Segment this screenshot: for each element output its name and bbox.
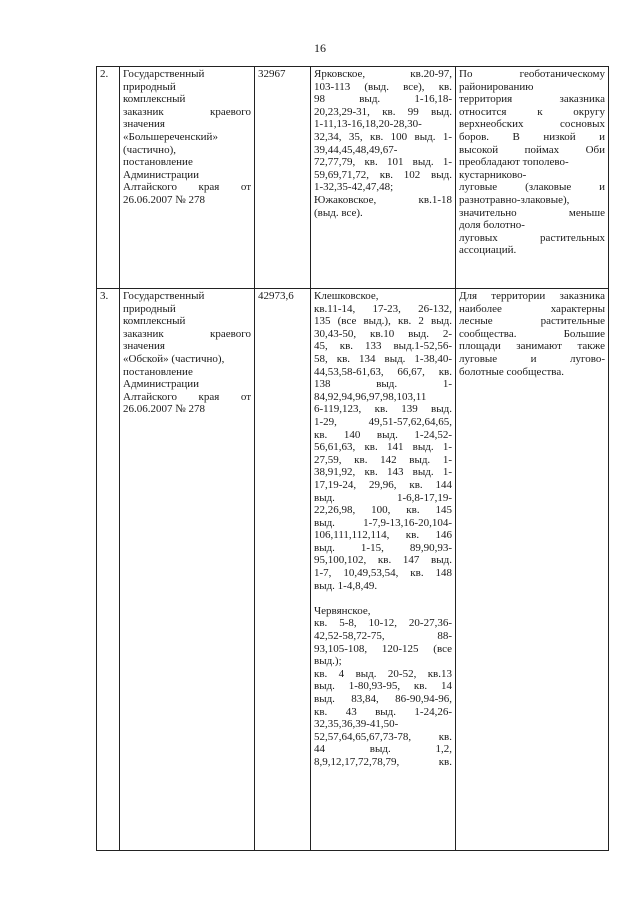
text-line: 45, кв. 133 выд.1-52,56-: [314, 340, 452, 353]
text-line: значения: [123, 118, 165, 131]
text-line: значения: [123, 340, 165, 353]
text-line: 52,57,64,65,67,73-78, кв.: [314, 730, 452, 743]
text-line: 56,61,63, кв. 141 выд. 1-: [314, 441, 452, 454]
text-line: «Обской» (частично),: [123, 352, 225, 365]
text-line: заказник краевого: [123, 327, 251, 340]
text-line: верхнеобских сосновых: [459, 118, 605, 131]
text-line: боров. В низкой и: [459, 130, 605, 143]
text-line: «Большереченский»: [123, 130, 218, 143]
text-line: 39,44,45,48,49,67-: [314, 143, 398, 156]
text-line: выд. 1-7,9-13,16-20,104-: [314, 516, 452, 529]
text-line: луговые (злаковые и: [459, 181, 605, 194]
text-line: кв. 5-8, 10-12, 20-27,36-: [314, 617, 452, 630]
cell-location: [311, 67, 456, 289]
text-line: 1-32,35-42,47,48;: [314, 181, 394, 194]
text-line: (частично),: [123, 143, 176, 156]
text-line: выд. 1-80,93-95, кв. 14: [314, 680, 452, 693]
text-line: Клешковское,: [314, 290, 379, 302]
text-line: 44,53,58-61,63, 66,67, кв.: [314, 365, 452, 378]
page-number: 16: [314, 41, 326, 55]
text-line: районированию: [459, 80, 534, 93]
text-line: 72,77,79, кв. 101 выд. 1-: [314, 156, 452, 169]
text-line: постановление: [123, 156, 193, 169]
text-line: 17,19-24, 29,96, кв. 144: [314, 478, 452, 491]
cell-description: [456, 67, 609, 289]
cell-area: 32967: [255, 67, 311, 289]
text-line: 38,91,92, кв. 143 выд. 1-: [314, 466, 452, 479]
text-line: 42,52-58,72-75, 88-: [314, 630, 452, 643]
text-line: болотные сообщества.: [459, 365, 564, 378]
text-line: наиболее характерны: [459, 302, 605, 315]
text-line: луговых растительных: [459, 231, 605, 244]
text-line: кв. 4 выд. 20-52, кв.13: [314, 667, 452, 680]
table-row: [97, 67, 609, 289]
text-line: (выд. все).: [314, 206, 363, 219]
text-line: 32,34, 35, кв. 100 выд. 1-: [314, 130, 452, 143]
text-line: комплексный: [123, 93, 186, 106]
text-line: По геоботаническому: [459, 68, 605, 80]
text-line: 135 (все выд.), кв. 2 выд.: [314, 315, 452, 328]
text-line: ассоциаций.: [459, 244, 517, 257]
text-line: Администрации: [123, 378, 200, 391]
text-line: высокой поймах Оби: [459, 143, 605, 156]
text-line: Для территории заказника: [459, 290, 605, 302]
text-line: значительно меньше: [459, 206, 605, 219]
text-line: лесные растительные: [459, 315, 605, 328]
text-line: выд. 83,84, 86-90,94-96,: [314, 693, 452, 705]
text-line: кв.11-14, 17-23, 26-132,: [314, 302, 452, 315]
text-line: 59,69,71,72, кв. 102 выд.: [314, 168, 452, 181]
text-line: 20,23,29-31, кв. 99 выд.: [314, 105, 452, 118]
text-line: 93,105-108, 120-125 (все: [314, 642, 452, 655]
text-line: 30,43-50, кв.10 выд. 2-: [314, 327, 452, 340]
text-line: 6-119,123, кв. 139 выд.: [314, 403, 452, 416]
cell-reserve-name: [120, 289, 255, 851]
text-line: кустарниково-: [459, 168, 527, 181]
cell-location: [311, 289, 456, 851]
text-line: кв. 140 выд. 1-24,52-: [314, 428, 452, 441]
text-line: 8,9,12,17,72,78,79, кв.: [314, 755, 452, 768]
text-line: доля болотно-: [459, 219, 525, 232]
cell-area: 42973,6: [255, 289, 311, 851]
text-line: луговые и лугово-: [459, 352, 605, 365]
text-line: преобладают тополево-: [459, 156, 569, 169]
text-line: 1-29, 49,51-57,62,64,65,: [314, 415, 452, 428]
text-line: выд. 1-6,8-17,19-: [314, 491, 452, 504]
text-line: Администрации: [123, 168, 200, 181]
text-line: природный: [123, 302, 176, 315]
text-line: 103-113 (выд. все), кв.: [314, 80, 452, 93]
text-line: разнотравно-злаковые),: [459, 193, 570, 206]
cell-row-number: 3.: [97, 289, 120, 851]
text-line: кв. 43 выд. 1-24,26-: [314, 705, 452, 718]
text-line: 106,111,112,114, кв. 146: [314, 529, 452, 542]
cell-description: [456, 289, 609, 851]
text-line: Алтайского края от: [123, 390, 251, 403]
text-line: [314, 592, 452, 605]
text-line: 95,100,102, кв. 147 выд.: [314, 554, 452, 567]
table-row: [97, 289, 609, 851]
text-line: 22,26,98, 100, кв. 145: [314, 504, 452, 517]
text-line: выд. 1-15, 89,90,93-: [314, 541, 452, 554]
text-line: 32,35,36,39-41,50-: [314, 718, 399, 731]
text-line: заказник краевого: [123, 105, 251, 118]
text-line: Государственный: [123, 68, 205, 80]
text-line: 26.06.2007 № 278: [123, 403, 205, 416]
text-line: комплексный: [123, 315, 186, 328]
text-line: 84,92,94,96,97,98,103,11: [314, 390, 427, 403]
text-line: 1-7, 10,49,53,54, кв. 148: [314, 567, 452, 580]
text-line: Ярковское, кв.20-97,: [314, 68, 452, 80]
text-line: 44 выд. 1,2,: [314, 743, 452, 756]
text-line: 1-11,13-16,18,20-28,30-: [314, 118, 422, 131]
text-line: 58, кв. 134 выд. 1-38,40-: [314, 352, 452, 365]
reserves-table: [96, 66, 609, 851]
text-line: Государственный: [123, 290, 205, 302]
text-line: 138 выд. 1-: [314, 378, 452, 391]
text-line: 26.06.2007 № 278: [123, 193, 205, 206]
cell-reserve-name: [120, 67, 255, 289]
text-line: постановление: [123, 365, 193, 378]
text-line: относится к округу: [459, 105, 605, 118]
text-line: Алтайского края от: [123, 181, 251, 194]
text-line: 27,59, кв. 142 выд. 1-: [314, 453, 452, 466]
text-line: Червянское,: [314, 604, 371, 617]
text-line: территория заказника: [459, 93, 605, 106]
cell-row-number: 2.: [97, 67, 120, 289]
text-line: Южаковское, кв.1-18: [314, 193, 452, 206]
text-line: сообщества. Большие: [459, 327, 605, 340]
text-line: выд. 1-4,8,49.: [314, 579, 378, 592]
text-line: площади занимают также: [459, 340, 605, 353]
text-line: выд.);: [314, 655, 342, 668]
text-line: природный: [123, 80, 176, 93]
text-line: 98 выд. 1-16,18-: [314, 93, 452, 106]
